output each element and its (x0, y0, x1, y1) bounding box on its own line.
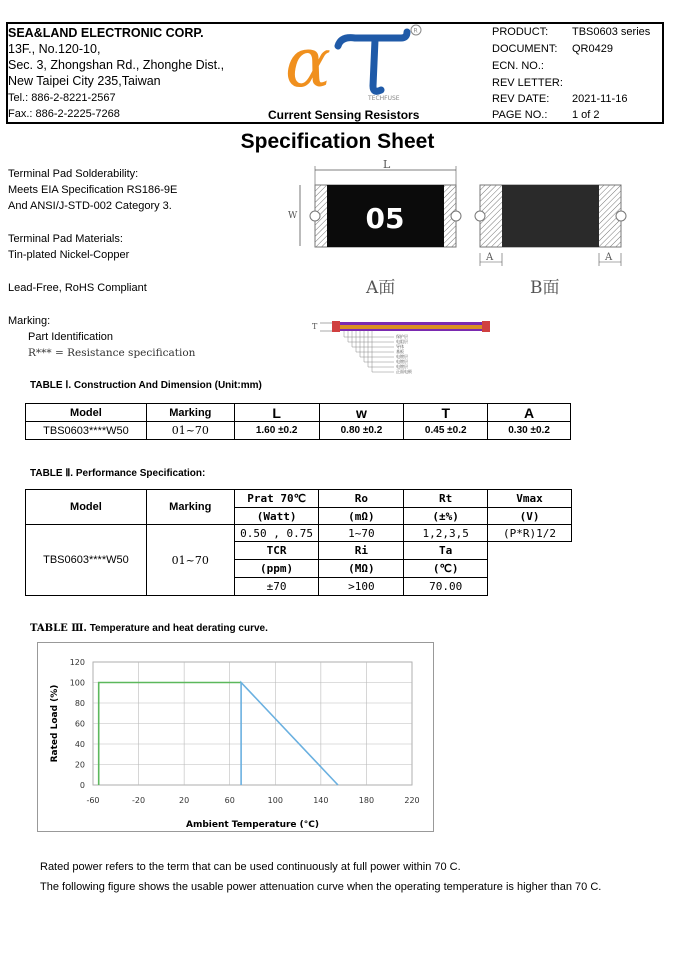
table-header: Ri (319, 542, 404, 560)
table-unit: (mΩ) (319, 508, 404, 525)
lead-free-text: Lead-Free, RoHS Compliant (8, 282, 147, 294)
table-header: Marking (146, 490, 234, 525)
header-subtitle: Current Sensing Resistors (268, 108, 420, 122)
info-label: PRODUCT: (492, 26, 549, 38)
table-cell: (P*R)1/2 (488, 525, 572, 542)
x-tick-label: -60 (86, 796, 100, 805)
table-header: Model (26, 490, 147, 525)
info-value: TBS0603 series (572, 26, 651, 38)
page-title: Specification Sheet (240, 130, 435, 153)
x-tick-label: -20 (132, 796, 146, 805)
y-tick-label: 40 (74, 740, 85, 749)
part-identification: Part Identification (28, 331, 113, 343)
table-cell: >100 (319, 578, 404, 596)
info-value: 1 of 2 (572, 109, 600, 121)
x-tick-label: 20 (179, 796, 190, 805)
table2-title: TABLE Ⅱ. Performance Specification: (30, 468, 206, 479)
table-unit: (MΩ) (319, 560, 404, 578)
table-header: Model (26, 404, 147, 422)
table-cell: 1~70 (319, 525, 404, 542)
svg-text:TECHFUSE: TECHFUSE (368, 95, 400, 102)
face-b-label: B面 (530, 278, 560, 298)
y-tick-label: 100 (69, 678, 85, 688)
fax: Fax.: 886-2-2225-7268 (8, 108, 120, 120)
svg-text:导体: 导体 (396, 344, 404, 349)
info-label: REV DATE: (492, 93, 550, 105)
table-unit: (V) (488, 508, 572, 525)
table-unit: (℃) (404, 560, 488, 578)
table2 (25, 489, 572, 596)
table-header: L (234, 404, 319, 422)
info-label: REV LETTER: (492, 77, 563, 89)
info-value: QR0429 (572, 43, 613, 55)
face-a-label: A面 (366, 278, 396, 298)
table-header: Marking (146, 404, 234, 422)
solderability-line-3: And ANSI/J-STD-002 Category 3. (8, 200, 172, 212)
table-header: Ro (319, 490, 404, 508)
table-cell: 01~70 (146, 525, 234, 596)
dim-a-label-right: A (605, 252, 613, 263)
x-tick-label: 220 (404, 796, 420, 805)
svg-text:正面电极: 正面电极 (396, 369, 412, 374)
materials-heading: Terminal Pad Materials: (8, 233, 123, 245)
svg-text:基板: 基板 (396, 349, 404, 354)
table-header: Rt (404, 490, 488, 508)
dim-w-label: W (288, 211, 298, 221)
table-header: T (404, 404, 488, 422)
resistance-spec: R*** = Resistance specification (28, 347, 196, 359)
table-unit: (ppm) (234, 560, 319, 578)
y-tick-label: 0 (79, 781, 85, 790)
y-tick-label: 80 (74, 699, 85, 708)
cross-section-diagram (310, 315, 490, 385)
table-cell: 0.80 ±0.2 (319, 422, 404, 440)
svg-text:电镀层: 电镀层 (396, 359, 408, 364)
empty-cell (488, 542, 572, 596)
y-axis-label: Rated Load (%) (50, 684, 60, 763)
x-tick-label: 100 (267, 796, 283, 805)
svg-text:电阻层: 电阻层 (396, 339, 408, 344)
company-name: SEA&LAND ELECTRONIC CORP. (8, 26, 204, 40)
dim-a-label-left: A (486, 252, 494, 263)
table-unit: (Watt) (234, 508, 319, 525)
y-tick-label: 60 (74, 719, 85, 729)
table1 (25, 403, 571, 440)
table-cell: 01~70 (146, 422, 234, 440)
y-tick-label: 120 (69, 658, 85, 667)
info-label: PAGE NO.: (492, 109, 548, 121)
alpha-glyph: α (285, 24, 331, 103)
table-header: A (488, 404, 571, 422)
x-axis-label: Ambient Temperature (°C) (185, 820, 320, 830)
table-cell: ±70 (234, 578, 319, 596)
table-cell: TBS0603****W50 (26, 422, 147, 440)
info-label: ECN. NO.: (492, 60, 544, 72)
table-header: Prat 70℃ (234, 490, 319, 508)
table-header: w (319, 404, 404, 422)
svg-text:R: R (413, 27, 418, 35)
solderability-line-2: Meets EIA Specification RS186-9E (8, 184, 178, 196)
footer-line-1: Rated power refers to the term that can be used continuously at full power within 70 C. (40, 861, 461, 873)
table3-title (30, 623, 268, 634)
svg-text:保护层: 保护层 (396, 334, 408, 339)
table-cell: 0.30 ±0.2 (488, 422, 571, 440)
table-header: TCR (234, 542, 319, 560)
footer-line-2: The following figure shows the usable power attenuation curve when the operating temperature is higher than 70 C. (40, 881, 602, 893)
svg-text:电镀层: 电镀层 (396, 364, 408, 369)
address-line-1: 13F., No.120-10, (8, 42, 101, 56)
dim-t-label: T (312, 322, 318, 331)
y-tick-label: 20 (74, 760, 85, 770)
x-tick-label: 140 (313, 796, 329, 805)
derating-chart (37, 642, 434, 832)
chip-marking: 05 (365, 202, 405, 235)
table-cell: 1,2,3,5 (404, 525, 488, 542)
table-cell: 70.00 (404, 578, 488, 596)
marking-heading: Marking: (8, 315, 51, 327)
table1-title: TABLE Ⅰ. Construction And Dimension (Unit:mm) (30, 380, 262, 391)
x-tick-label: 180 (358, 796, 375, 805)
table-cell: TBS0603****W50 (26, 525, 147, 596)
info-value: 2021-11-16 (572, 93, 628, 105)
address-line-2: Sec. 3, Zhongshan Rd., Zhonghe Dist., (8, 58, 225, 72)
company-logo (283, 24, 423, 104)
table-cell: 0.45 ±0.2 (404, 422, 488, 440)
table-header: Ta (404, 542, 488, 560)
table-header: Vmax (488, 490, 572, 508)
table3-title-prefix: TABLE Ⅲ. (30, 623, 87, 634)
x-tick-label: 60 (224, 796, 235, 805)
tel: Tel.: 886-2-8221-2567 (8, 92, 116, 104)
address-line-3: New Taipei City 235,Taiwan (8, 74, 161, 88)
materials-value: Tin-plated Nickel-Copper (8, 249, 130, 261)
table3-title-text: Temperature and heat derating curve. (89, 623, 268, 634)
table-cell: 1.60 ±0.2 (234, 422, 319, 440)
table-unit: (±%) (404, 508, 488, 525)
table-cell: 0.50 , 0.75 (234, 525, 319, 542)
svg-text:电镀层: 电镀层 (396, 354, 408, 359)
solderability-heading: Terminal Pad Solderability: (8, 168, 139, 180)
dim-l-label: L (383, 158, 391, 171)
info-label: DOCUMENT: (492, 43, 558, 55)
